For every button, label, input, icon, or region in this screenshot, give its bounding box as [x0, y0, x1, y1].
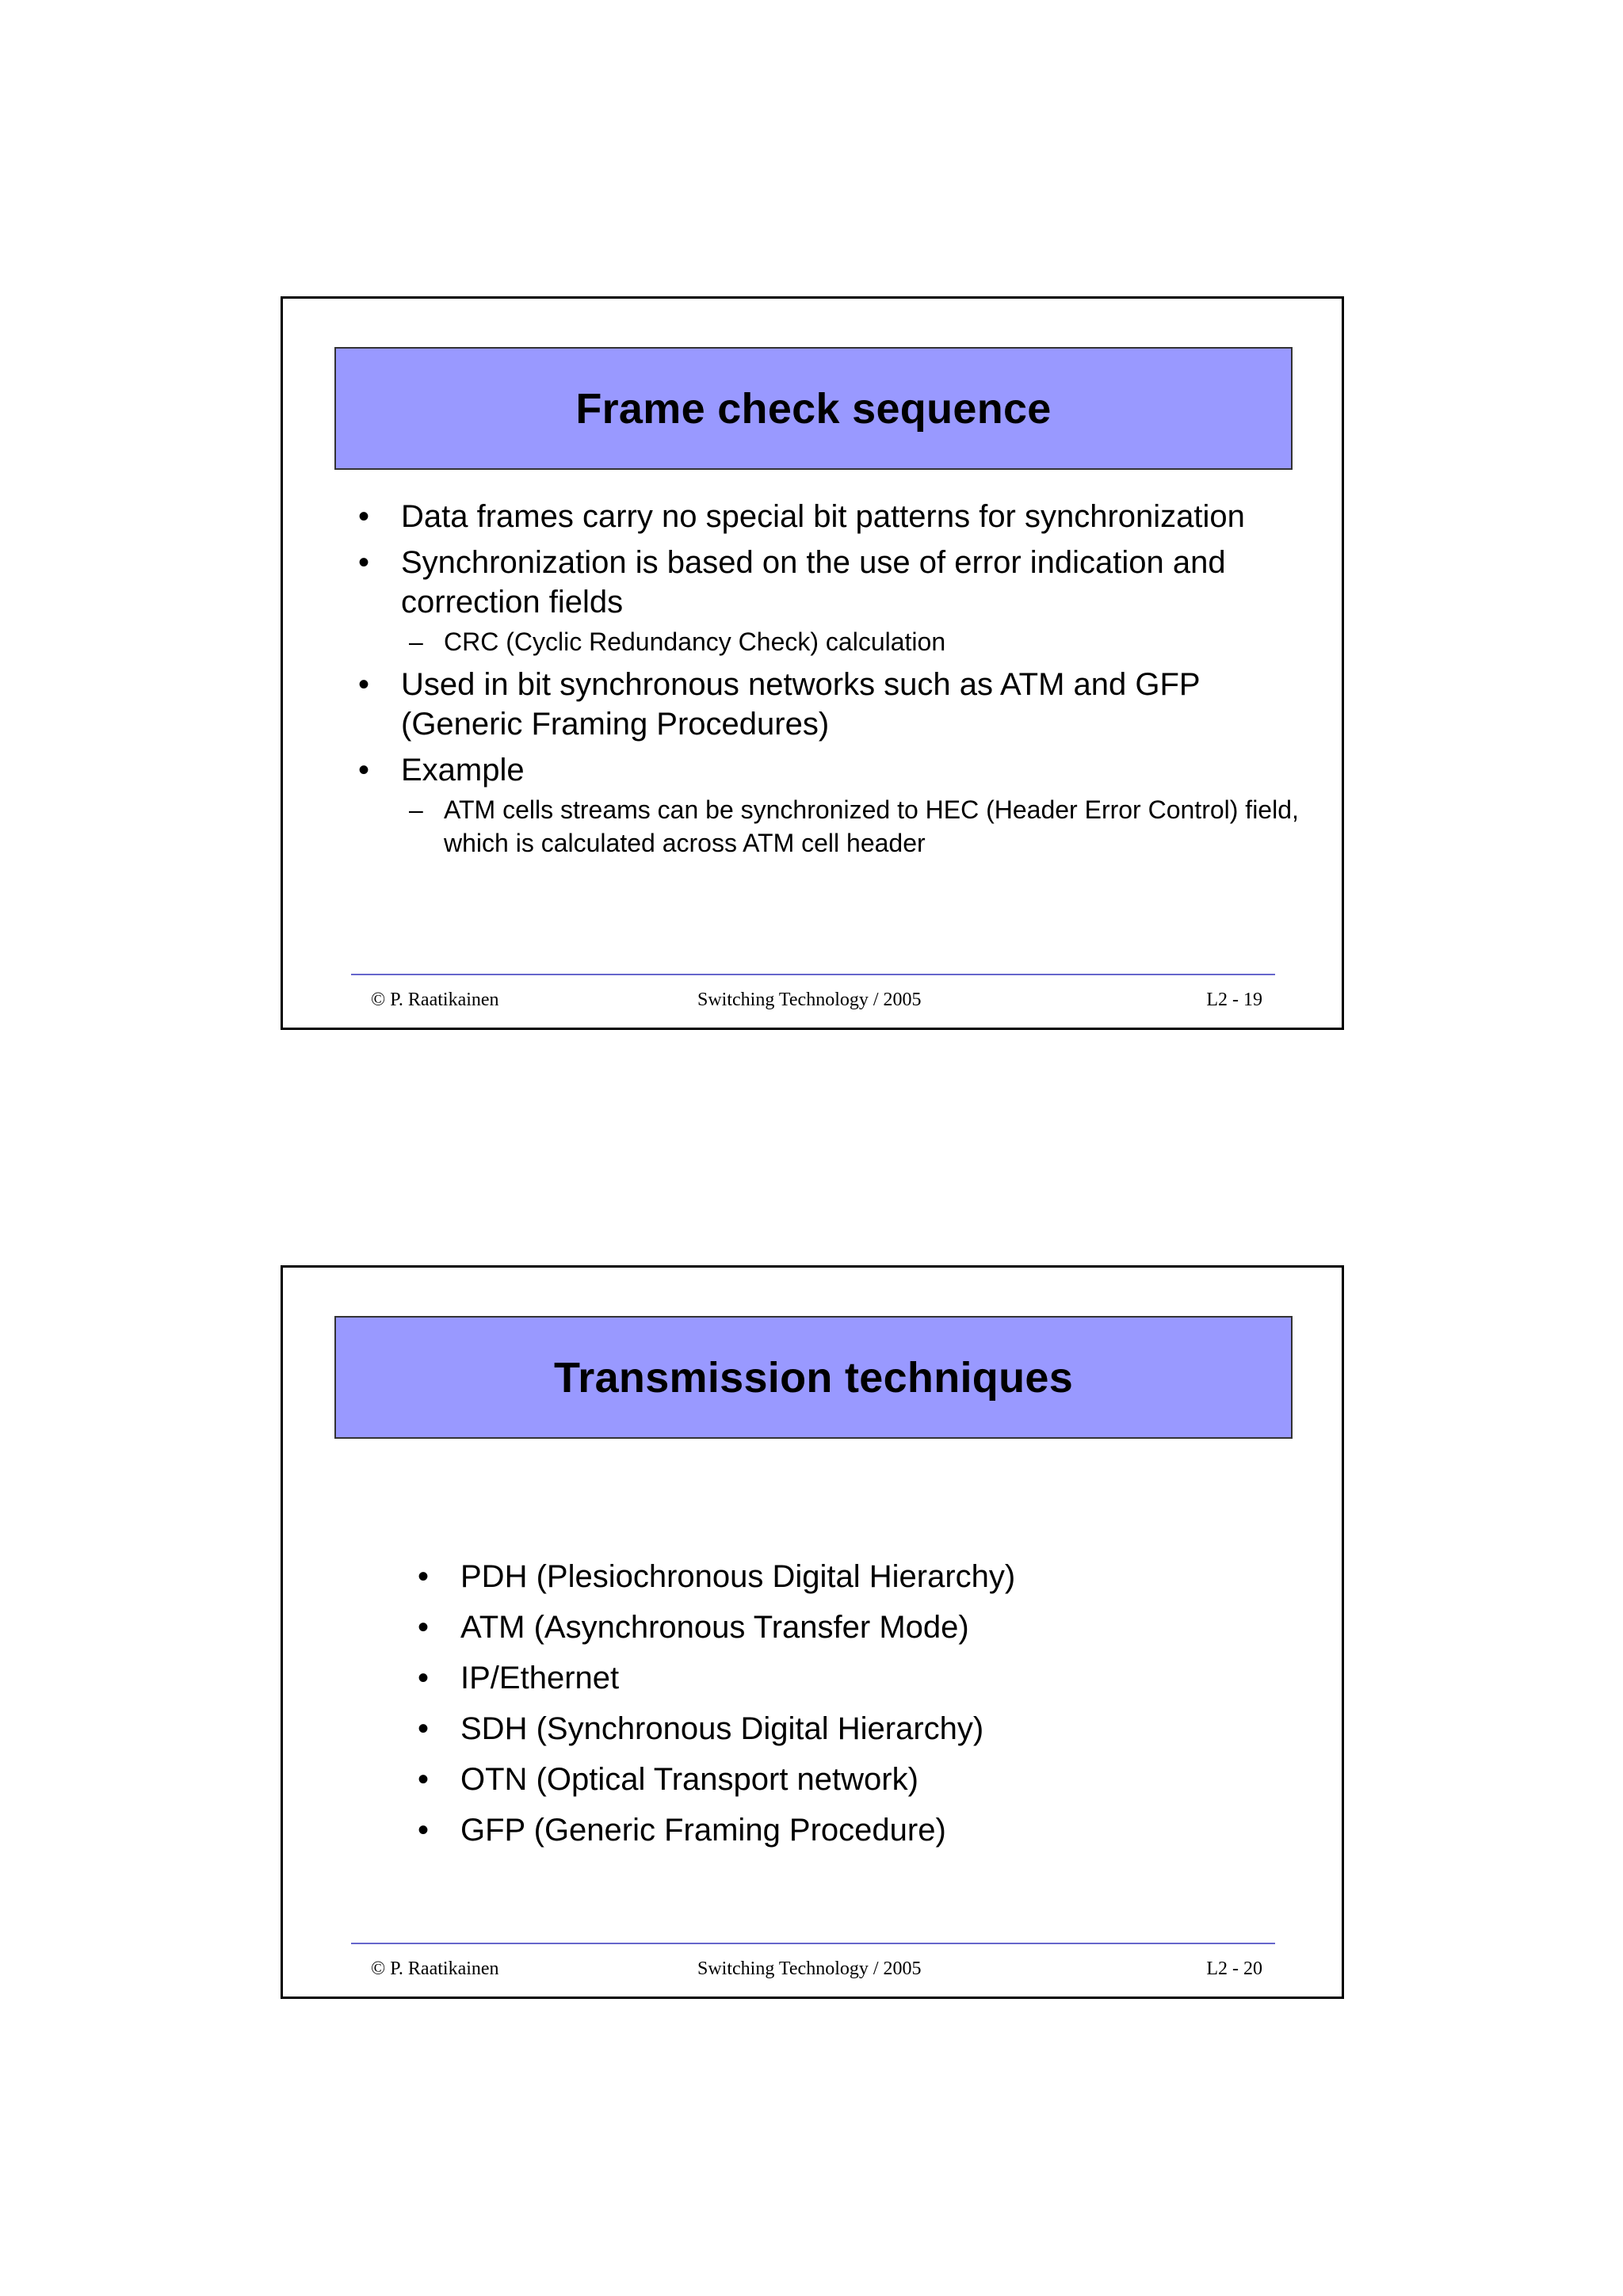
sub-bullet-list [401, 793, 1309, 860]
bullet-icon: • [418, 1610, 430, 1645]
bullet-icon: • [358, 499, 370, 534]
bullet-text: Used in bit synchronous networks such as ATM and GFP (Generic Framing Procedures) [401, 667, 1200, 742]
sub-bullet-list [401, 625, 1309, 658]
sub-bullet-item [401, 625, 1309, 658]
bullet-item [418, 1658, 1369, 1698]
footer-page-number: L2 - 19 [1206, 990, 1262, 1010]
bullet-icon: • [358, 545, 370, 580]
bullet-text: SDH (Synchronous Digital Hierarchy) [460, 1711, 984, 1746]
bullet-text: IP/Ethernet [460, 1661, 620, 1695]
footer-divider [351, 974, 1275, 975]
bullet-item [418, 1557, 1369, 1596]
footer-course: Switching Technology / 2005 [697, 990, 922, 1010]
bullet-icon: • [358, 667, 370, 702]
bullet-icon: • [418, 1661, 430, 1695]
sub-bullet-text: ATM cells streams can be synchronized to HEC (Header Error Control) field, which is calculated across ATM cell header [444, 795, 1299, 857]
bullet-text: ATM (Asynchronous Transfer Mode) [460, 1610, 969, 1645]
bullet-list [418, 1557, 1369, 1850]
bullet-icon: • [418, 1813, 430, 1848]
bullet-icon: • [418, 1711, 430, 1746]
footer-page-number: L2 - 20 [1206, 1958, 1262, 1979]
slide-l2-19 [281, 296, 1344, 1030]
slide-title-box [334, 1316, 1293, 1439]
bullet-item [358, 497, 1309, 536]
slide-title: Frame check sequence [575, 384, 1052, 433]
footer-course: Switching Technology / 2005 [697, 1958, 922, 1979]
slide-title: Transmission techniques [553, 1353, 1074, 1402]
slide-body [358, 497, 1309, 866]
bullet-item [418, 1810, 1369, 1850]
bullet-icon: • [418, 1762, 430, 1797]
sub-bullet-item [401, 793, 1309, 860]
bullet-text: GFP (Generic Framing Procedure) [460, 1813, 946, 1848]
bullet-list [358, 497, 1309, 860]
bullet-text: Example [401, 753, 525, 788]
sub-bullet-text: CRC (Cyclic Redundancy Check) calculation [444, 627, 946, 656]
bullet-item [358, 665, 1309, 744]
slide-title-box [334, 347, 1293, 470]
bullet-text: Data frames carry no special bit patterns for synchronization [401, 499, 1245, 534]
footer-divider [351, 1943, 1275, 1944]
bullet-text: OTN (Optical Transport network) [460, 1762, 918, 1797]
bullet-text: PDH (Plesiochronous Digital Hierarchy) [460, 1559, 1016, 1594]
bullet-item [358, 543, 1309, 658]
bullet-item [418, 1760, 1369, 1799]
slide-l2-20 [281, 1265, 1344, 1999]
footer-author: © P. Raatikainen [371, 990, 499, 1010]
bullet-item [358, 750, 1309, 860]
bullet-icon: • [358, 753, 370, 788]
slide-body [418, 1557, 1369, 1861]
footer-author: © P. Raatikainen [371, 1958, 499, 1979]
bullet-text: Synchronization is based on the use of error indication and correction fields [401, 545, 1226, 620]
bullet-item [418, 1608, 1369, 1647]
dash-icon: – [409, 795, 423, 824]
dash-icon: – [409, 627, 423, 656]
bullet-icon: • [418, 1559, 430, 1594]
bullet-item [418, 1709, 1369, 1749]
